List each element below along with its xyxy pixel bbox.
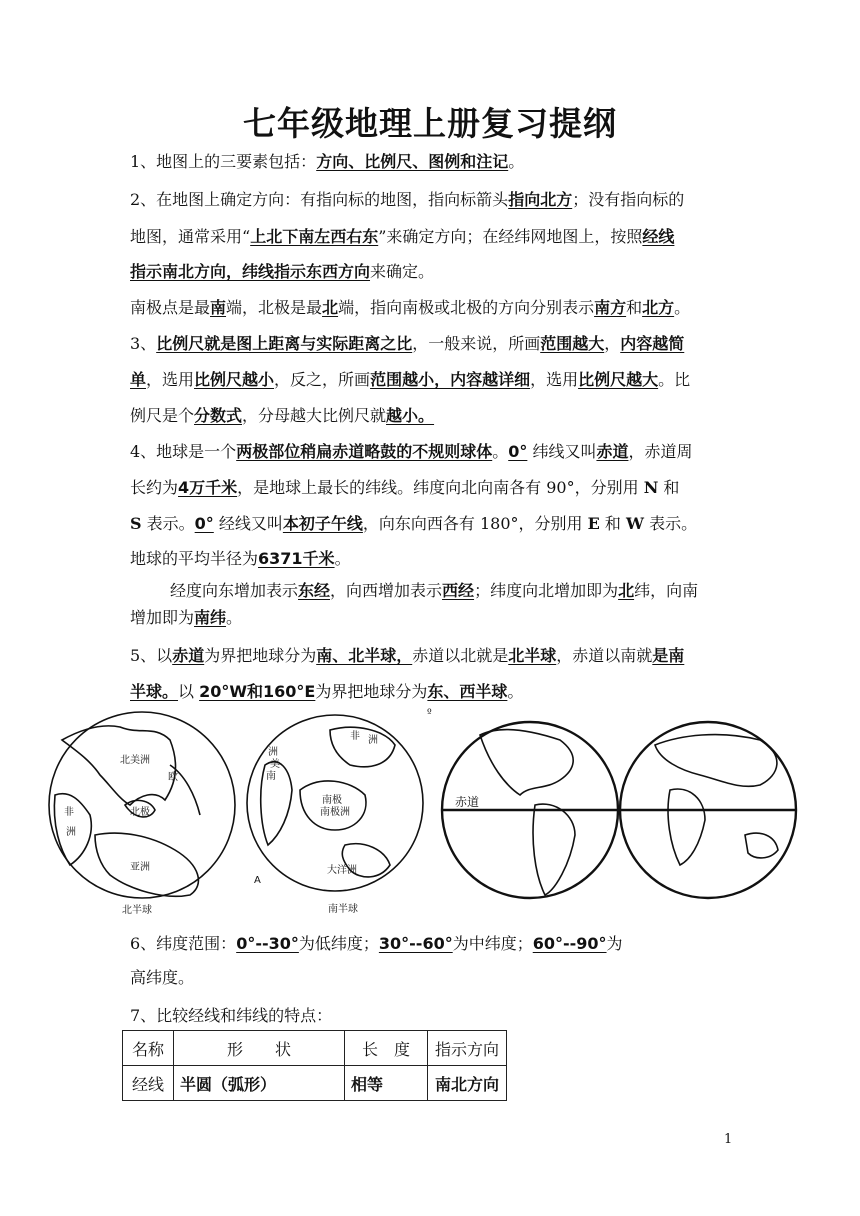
north-label-north-pole: 北极: [130, 807, 150, 818]
north-label-europe: 欧: [168, 772, 178, 783]
line-3: 地图，通常采用“上北下南左西右东”来确定方向；在经纬网地图上，按照经线: [130, 227, 675, 246]
table-cell: 半圆（弧形）: [174, 1066, 345, 1101]
line-12: 地球的平均半径为6371千米。: [130, 549, 351, 568]
south-label-antarctica: 南极洲: [320, 807, 350, 818]
comparison-table: [122, 1030, 507, 1101]
table-cell: 南北方向: [428, 1066, 507, 1101]
table-header-cell: 名称: [123, 1031, 174, 1066]
table-row: [123, 1066, 507, 1101]
south-label-america-2: 美: [270, 759, 280, 770]
page-number: 1: [724, 1132, 733, 1147]
north-label-asia: 亚洲: [130, 862, 150, 873]
line-9: 4、地球是一个两极部位稍扁赤道略鼓的不规则球体。0° 纬线又叫赤道，赤道周: [130, 442, 693, 461]
line-15: 5、以赤道为界把地球分为南、北半球，赤道以北就是北半球，赤道以南就是南: [130, 646, 685, 665]
line-18: 高纬度。: [130, 968, 195, 987]
line-7: 单，选用比例尺越小，反之，所画范围越小，内容越详细，选用比例尺越大。比: [130, 370, 691, 389]
south-label-africa-2: 洲: [368, 735, 378, 746]
south-caption: 南半球: [328, 904, 358, 915]
table-header-cell: 形 状: [174, 1031, 345, 1066]
line-19: 7、比较经线和纬线的特点：: [130, 1006, 333, 1025]
south-label-america-3: 南: [266, 771, 276, 782]
table-header-row: [123, 1031, 507, 1066]
line-1: 1、地图上的三要素包括：方向、比例尺、图例和注记。: [130, 152, 525, 171]
north-label-africa-1: 非: [64, 807, 74, 818]
line-13: 经度向东增加表示东经，向西增加表示西经；纬度向北增加即为北纬，向南: [170, 581, 699, 600]
east-west-hemisphere-map: [442, 722, 796, 898]
line-14: 增加即为南纬。: [130, 608, 243, 627]
north-label-north-america: 北美洲: [120, 755, 150, 766]
north-caption: 北半球: [122, 905, 152, 916]
south-label-africa-1: 非: [350, 731, 360, 742]
table-header-cell: 长 度: [345, 1031, 428, 1066]
line-2: 2、在地图上确定方向：有指向标的地图，指向标箭头指向北方；没有指向标的: [130, 190, 685, 209]
line-4: 指示南北方向，纬线指示东西方向来确定。: [130, 262, 435, 281]
line-5: 南极点是最南端，北极是最北端，指向南极或北极的方向分别表示南方和北方。: [130, 298, 691, 317]
hemisphere-maps: [0, 705, 860, 925]
stray-mark: º: [427, 708, 432, 719]
south-label-south-pole: 南极: [322, 795, 342, 806]
north-label-africa-2: 洲: [66, 827, 76, 838]
line-10: 长约为4万千米，是地球上最长的纬线。纬度向北向南各有 90°，分别用 N 和: [130, 478, 680, 497]
equator-label: 赤道: [455, 795, 480, 809]
line-17: 6、纬度范围：0°--30°为低纬度；30°--60°为中纬度；60°--90°为: [130, 934, 623, 953]
south-label-oceania: 大洋洲: [327, 865, 357, 876]
line-8: 例尺是个分数式，分母越大比例尺就越小。: [130, 406, 435, 425]
line-16: 半球。以 20°W和160°E为界把地球分为东、西半球。: [130, 682, 524, 701]
table-header-cell: 指示方向: [428, 1031, 507, 1066]
table-cell: 经线: [123, 1066, 174, 1101]
line-11: S 表示。0° 经线又叫本初子午线，向东向西各有 180°，分别用 E 和 W 表示。: [130, 514, 698, 533]
map-marker: A: [254, 875, 261, 886]
table-cell: 相等: [345, 1066, 428, 1101]
south-label-america-1: 洲: [268, 747, 278, 758]
line-6: 3、比例尺就是图上距离与实际距离之比，一般来说，所画范围越大，内容越简: [130, 334, 685, 353]
page-title: 七年级地理上册复习提纲: [243, 104, 617, 143]
